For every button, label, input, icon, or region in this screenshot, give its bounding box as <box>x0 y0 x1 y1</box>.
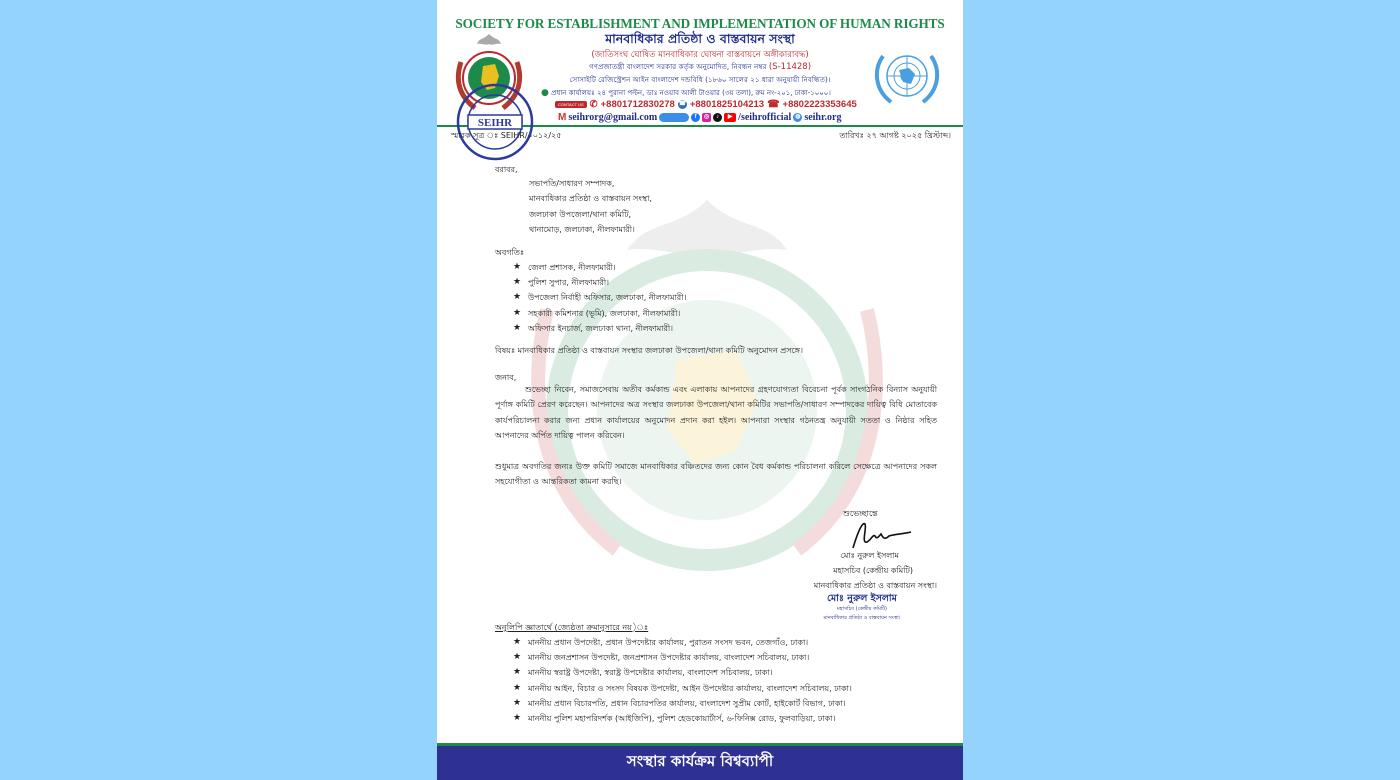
phone-1[interactable]: +8801712830278 <box>600 99 675 110</box>
instagram-icon[interactable]: ◎ <box>704 114 710 120</box>
org-name-bengali: মানবাধিকার প্রতিষ্ঠা ও বাস্তবায়ন সংস্থা <box>605 31 795 46</box>
copies-list <box>513 635 852 726</box>
letter-page <box>437 0 963 780</box>
footer-banner: সংস্থার কার্যক্রম বিশ্বব্যাপী <box>437 746 963 780</box>
tiktok-icon[interactable]: ♪ <box>713 113 722 122</box>
facebook-icon[interactable]: f <box>691 113 700 122</box>
star-bullet-icon: ★ <box>513 637 522 648</box>
list-item: ★ মাননীয় স্বরাষ্ট্র উপদেষ্টা, স্বরাষ্ট্র উপদেষ্টার কার্যালয়, বাংলাদেশ সচিবালয়, ঢাকা। <box>513 665 852 680</box>
reference-number: স্মারক সূত্র ঃ SEIHR/০০১২/২৫ <box>451 131 562 140</box>
social-handle[interactable]: /seihrofficial <box>738 112 792 123</box>
star-bullet-icon: ★ <box>513 667 522 678</box>
recipient-address <box>529 176 652 237</box>
list-item: ★ সহকারী কমিশনার (ভূমি), জলঢাকা, নীলফামারী। <box>513 306 686 321</box>
star-bullet-icon: ★ <box>513 713 522 724</box>
letter-date: তারিখঃ ২৭ আগষ্ট ২০২৫ খ্রিস্টাব্দ। <box>839 131 951 140</box>
star-bullet-icon: ★ <box>513 652 522 663</box>
gmail-icon: M <box>558 112 567 123</box>
signatory-title: মহাসচিব (কেন্দ্রীয় কমিটি) <box>833 566 913 575</box>
star-bullet-icon: ★ <box>513 682 522 693</box>
seal-org: মানবাধিকার প্রতিষ্ঠা ও বাস্তবায়ন সংস্থা। <box>823 615 901 621</box>
contact-badge: CONTACT US <box>555 101 587 108</box>
location-pin-icon: ● <box>541 88 549 98</box>
seal-title: মহাসচিব (কেন্দ্রীয় কমিটি) <box>837 606 887 612</box>
list-item: ★ জেলা প্রশাসক, নীলফামারী। <box>513 260 686 275</box>
law-line: সোসাইটি রেজিস্ট্রেশন আইন বাংলাদেশ দন্ডবিধি (১৮৬০ সালের ২১ ধারা অনুযায়ী নিবন্ধিত)। <box>569 75 831 84</box>
info-copy-list <box>513 260 686 336</box>
address-line: সভাপতি/সাধারণ সম্পাদক, <box>529 179 615 188</box>
phone-row <box>555 99 857 110</box>
address-line: থানামোড়, জলঢাকা, নীলফামারী। <box>529 224 635 234</box>
un-emblem-icon <box>869 44 945 108</box>
signatory-name: মোঃ নুরুল ইসলাম <box>840 551 899 560</box>
address-line: জলঢাকা উপজেলা/থানা কমিটি, <box>529 209 632 219</box>
website-link[interactable]: seihr.org <box>804 112 842 123</box>
list-item: ★ মাননীয় আইন, বিচার ও সংসদ বিষয়ক উপদেষ্টা, আইন উপদেষ্টার কার্যালয়, বাংলাদেশ সচিবালয়, ঢাকা। <box>513 681 852 696</box>
email-link[interactable]: seihrorg@gmail.com <box>568 112 658 123</box>
star-bullet-icon: ★ <box>513 697 522 708</box>
web-row <box>558 112 841 123</box>
signatory-org: মানবাধিকার প্রতিষ্ঠা ও বাস্তবায়ন সংস্থা। <box>813 581 937 590</box>
address-line <box>541 87 871 99</box>
list-item: ★ পুলিশ সুপার, নীলফামারী। <box>513 275 686 290</box>
star-bullet-icon: ★ <box>513 322 522 333</box>
org-tagline: (জাতিসংঘ ঘোষিত মানবাধিকার ঘোষনা বাস্তবায়নে অঙ্গীকারাবদ্ধ) <box>591 50 809 60</box>
org-name-english: SOCIETY FOR ESTABLISHMENT AND IMPLEMENTATION OF HUMAN RIGHTS <box>455 16 945 31</box>
list-item: ★ উপজেলা নির্বাহী অফিসার, জলঢাকা, নীলফামারী। <box>513 290 686 305</box>
star-bullet-icon: ★ <box>513 277 522 288</box>
mobile-icon: ☎ <box>678 101 687 107</box>
seal-name: মোঃ নুরুল ইসলাম <box>827 593 897 604</box>
list-item: ★ অফিসার ইনচার্জ, জলঢাকা থানা, নীলফামারী। <box>513 321 686 336</box>
official-stamp-icon <box>455 82 535 162</box>
list-item: ★ মাননীয় জনপ্রশাসন উপদেষ্টা, জনপ্রশাসন উপদেষ্টার কার্যালয়, বাংলাদেশ সচিবালয়, ঢাকা। <box>513 650 852 665</box>
salutation: জনাব, <box>495 373 517 382</box>
phone-2[interactable]: +8801825104213 <box>689 99 765 110</box>
signature-icon <box>845 518 915 552</box>
address-text: প্রধান কার্যালয়ঃ ২৪ পুরানা পল্টন, ডাঃ নওয়াব আলী টাওয়ার (৩য় তলা), রুম নং-২০১, ঢাকা-১০০০। <box>551 89 831 97</box>
list-item: ★ মাননীয় প্রধান বিচারপতি, প্রধান বিচারপতির কার্যালয়, বাংলাদেশ সুপ্রীম কোর্ট, হাইকোর্ট বিভাগ, ঢাকা। <box>513 696 852 711</box>
like-badge-icon <box>659 113 689 122</box>
registration-number: (S-11428) <box>768 62 812 72</box>
recipient-label: বরাবর, <box>495 165 518 174</box>
body-paragraph-1: শুভেচ্ছা নিবেন, সমাজসেবায় অতীব কর্মকান্ড এবং এলাকায় আপনাদের গ্রহণযোগ্যতা বিবেচনা পূর্বক সাংগঠনিক বিন্যাস অনুযায়ী পূর্ণাঙ্গ কমিটি প্রেরণ করেছেন। আপনাদের অত্র সংস্থার জলঢাকা উপজেলা/থানা কমিটির সভাপতি/সাধারণ সম্পাদকের দায়িত্ব বিধি মোতাবেক কার্যপরিচালনা করার জন্য প্রধান কার্যালয়ের অনুমোদন প্রদান করা হইল। আপনারা সংস্থার গঠনতন্ত্র অনুযায়ী সততা ও নিষ্ঠার সহিত আপনাদের অর্পিত দায়িত্ব পালন করিবেন। <box>495 385 937 440</box>
body-paragraph-2: শুধুমাত্র অবগতির জন্যঃ উক্ত কমিটি সমাজে মানবাধিকার বঞ্চিতদের জন্য কোন বৈধ কর্মকান্ড পরিচালনা করিলে সেক্ষেত্রে আপনাদের সকল সহযোগীতা ও আন্তরিকতা কামনা করছি। <box>495 462 937 487</box>
youtube-icon[interactable]: ▶ <box>724 113 736 122</box>
subject-line: বিষয়ঃ মানবাধিকার প্রতিষ্ঠা ও বাস্তবায়ন সংস্থার জলঢাকা উপজেলা/থানা কমিটি অনুমোদন প্রসঙ্গে। <box>495 346 803 355</box>
star-bullet-icon: ★ <box>513 307 522 318</box>
web-icon: ◍ <box>795 114 801 120</box>
phone-3[interactable]: +8802223353645 <box>782 99 857 110</box>
stamp-text: SEIHR <box>477 117 513 129</box>
star-bullet-icon: ★ <box>513 262 522 273</box>
list-item: ★ মাননীয় পুলিশ মহাপরিদর্শক (আইজিপি), পুলিশ হেডকোয়ার্টার্স, ৬-ফিনিক্স রোড, ফুলবাড়িয়া, ঢাকা। <box>513 711 852 726</box>
phone-icon: ✆ <box>589 99 598 110</box>
list-item: ★ মাননীয় প্রধান উপদেষ্টা, প্রধান উপদেষ্টার কার্যালয়, পুরাতন সংসদ ভবন, তেজগাঁও, ঢাকা। <box>513 635 852 650</box>
info-copy-label: অবগতিঃ <box>495 248 525 257</box>
star-bullet-icon: ★ <box>513 292 522 303</box>
copies-label: অনুলিপি জ্ঞাতার্থে (জ্যেষ্ঠতা ক্রমানুসারে নয়)ঃ <box>495 623 649 632</box>
address-line: মানবাধিকার প্রতিষ্ঠা ও বাস্তবায়ন সংস্থা, <box>529 194 652 204</box>
approval-text: গণপ্রজাতন্ত্রী বাংলাদেশ সরকার কর্তৃক অনুমোদিত, নিবন্ধন নম্বর <box>588 62 767 71</box>
telephone-icon: ☎ <box>767 99 780 110</box>
signoff: শুভেচ্ছান্তে <box>843 509 878 518</box>
